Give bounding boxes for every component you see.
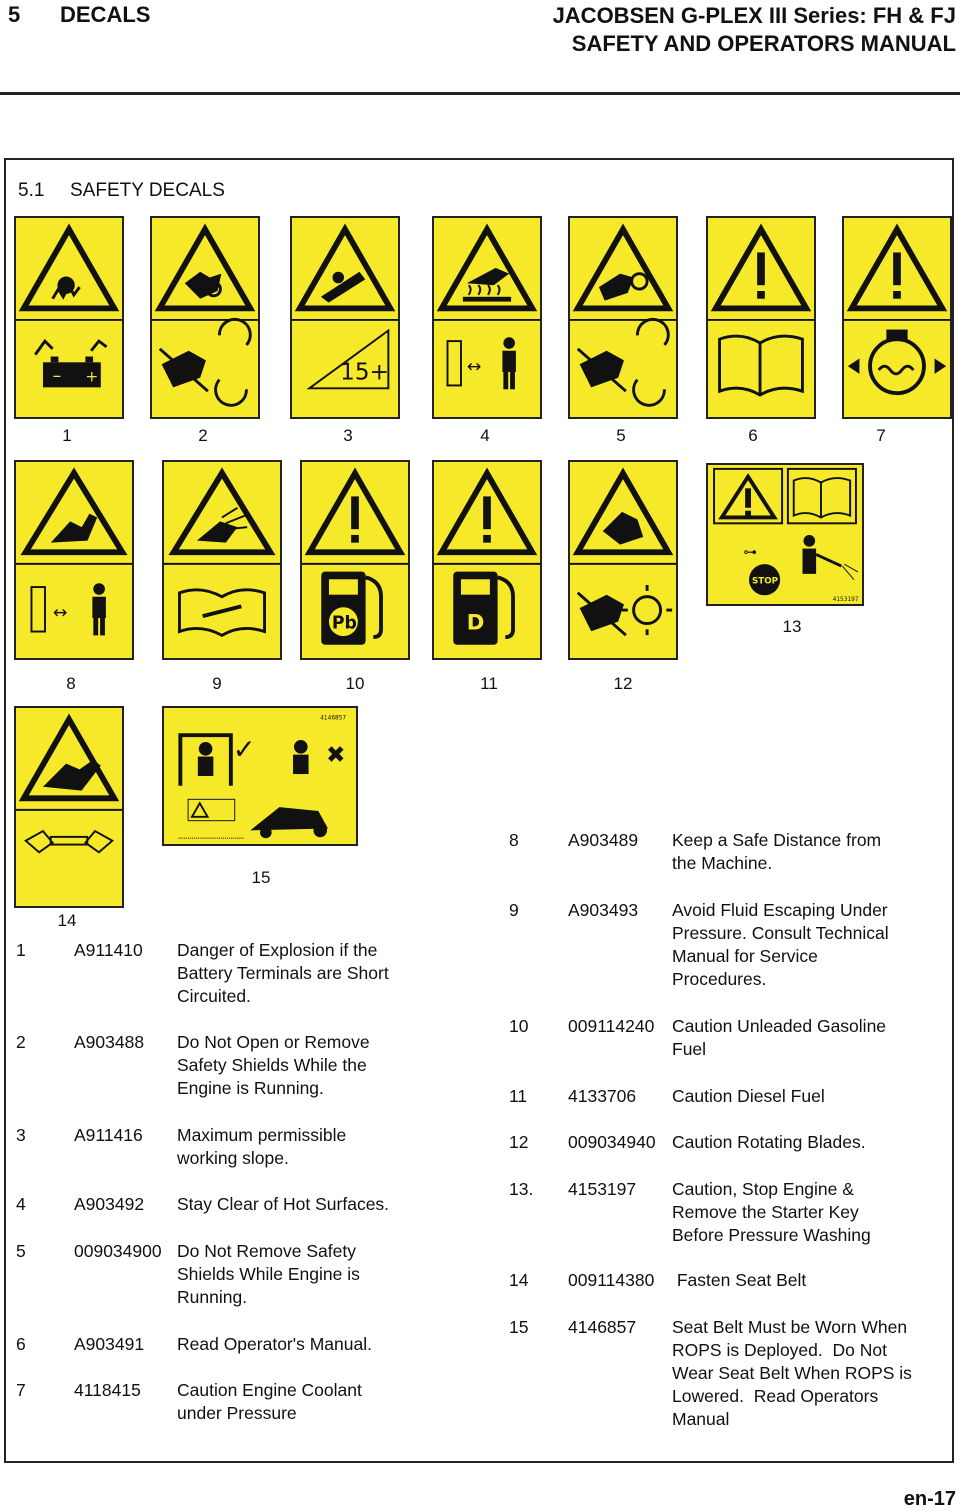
subsection-title (18, 180, 225, 202)
decal-4-hot-surface (432, 216, 542, 419)
decal-number: 13. (509, 1179, 534, 1199)
decal-label-15: 15 (251, 868, 271, 887)
decal-3-slope (290, 216, 400, 419)
decal-number: 1 (16, 940, 26, 960)
decal-description-line: Seat Belt Must be Worn When (672, 1317, 908, 1337)
decal-label-12: 12 (613, 674, 633, 693)
decal-description-line: Wear Seat Belt When ROPS is (672, 1363, 912, 1383)
check-icon: ✓ (232, 734, 256, 766)
warning-icon (483, 496, 491, 529)
subsection-number: 5.1 (18, 180, 45, 201)
decal-description-line: Pressure. Consult Technical (672, 923, 889, 943)
decal-description (672, 1131, 866, 1154)
blade-icon (634, 597, 661, 624)
decal-description (672, 899, 889, 991)
decal-description (672, 1178, 871, 1247)
decal-description-line: under Pressure (177, 1403, 297, 1423)
decal-1-battery (14, 216, 124, 419)
warning-icon (893, 252, 901, 285)
decal-description-line: Manual (672, 1409, 730, 1429)
decal-description (177, 1031, 370, 1100)
decal-description-line: Manual for Service (672, 946, 818, 966)
decal-description-line: Remove the Starter Key (672, 1202, 859, 1222)
decal-description-line: working slope. (177, 1148, 289, 1168)
washer-person-icon (803, 535, 815, 547)
decal-part-code: 4133706 (568, 1086, 637, 1106)
person-icon (503, 337, 515, 349)
header-left (8, 2, 150, 28)
decal-13-code: 4153197 (832, 597, 859, 604)
title-line-2: SAFETY AND OPERATORS MANUAL (571, 31, 956, 56)
decal-part-code: A903488 (74, 1032, 145, 1052)
decal-8-safe-distance (14, 460, 134, 660)
stop-label: STOP (751, 576, 779, 587)
decal-12-blades (568, 460, 678, 660)
decal-part-code: A911410 (74, 940, 143, 960)
decal-number: 4 (16, 1194, 26, 1214)
decal-11-diesel (432, 460, 542, 660)
decal-label-6: 6 (748, 426, 758, 445)
decal-description-line: Running. (177, 1287, 248, 1307)
decal-15-rops (162, 706, 358, 846)
decal-label-4: 4 (480, 426, 490, 445)
decal-description-line: Circuited. (177, 986, 251, 1006)
decal-13-pressure-wash (706, 463, 864, 606)
decal-description (177, 1193, 389, 1216)
decal-description (177, 1333, 372, 1356)
decal-description (672, 1015, 886, 1061)
decal-description (177, 1240, 360, 1309)
decal-description-line: Engine is Running. (177, 1078, 324, 1098)
svg-text:+: + (85, 367, 99, 386)
decal-description-line: Avoid Fluid Escaping Under (672, 900, 888, 920)
decal-description-line: Caution Diesel Fuel (672, 1086, 825, 1106)
decal-label-1: 1 (62, 426, 72, 445)
decal-part-code: A903491 (74, 1334, 145, 1354)
fuel-d-label: D (466, 609, 485, 635)
decal-description-line: Stay Clear of Hot Surfaces. (177, 1194, 390, 1214)
decal-description-line: Caution Unleaded Gasoline (672, 1016, 887, 1036)
decal-2-shield (150, 216, 260, 419)
decal-5-shield (568, 216, 678, 419)
decal-number: 8 (509, 830, 519, 850)
decal-description-line: Fuel (672, 1039, 707, 1059)
decal-label-8: 8 (66, 674, 76, 693)
decal-part-code: A903489 (568, 830, 639, 850)
cross-icon: ✖ (326, 741, 346, 769)
decal-part-code: 009034940 (568, 1132, 656, 1152)
decal-number: 10 (509, 1016, 529, 1036)
warning-icon (757, 252, 765, 285)
decal-description (672, 1316, 912, 1431)
section-name: DECALS (60, 2, 151, 27)
decal-description (177, 939, 389, 1008)
seated-person-icon (294, 740, 308, 754)
decal-part-code: 009114240 (568, 1016, 655, 1036)
fuel-pb-label: Pb (331, 613, 357, 634)
decal-number: 7 (16, 1380, 26, 1400)
decal-number: 11 (509, 1086, 528, 1106)
decal-description-line: Keep a Safe Distance from (672, 830, 882, 850)
decal-number: 9 (509, 900, 519, 920)
decal-15-code: 4146857 (320, 715, 347, 722)
title-line-1: JACOBSEN G-PLEX III Series: FH & FJ (552, 3, 956, 28)
coolant-tank-icon (870, 339, 924, 393)
decal-label-11: 11 (480, 674, 498, 693)
decal-number: 14 (509, 1270, 529, 1290)
decal-description-line: Safety Shields While the (177, 1055, 367, 1075)
subsection-name: SAFETY DECALS (70, 180, 225, 201)
slope-number: 15+ (340, 359, 389, 386)
decal-description-line: Caution Rotating Blades. (672, 1132, 866, 1152)
decal-description (177, 1379, 362, 1425)
double-arrow-icon: ↔ (466, 356, 482, 377)
decal-label-3: 3 (343, 426, 353, 445)
decal-label-7: 7 (876, 426, 886, 445)
decal-description-line: Caution, Stop Engine & (672, 1179, 854, 1199)
decal-description-line: Battery Terminals are Short (177, 963, 389, 983)
decal-part-code: A911416 (74, 1125, 143, 1145)
decal-number: 3 (16, 1125, 26, 1145)
decal-part-code: 009034900 (74, 1241, 162, 1261)
decal-label-10: 10 (345, 674, 365, 693)
decal-14-seat-belt (14, 706, 124, 908)
decal-part-code: 009114380 (568, 1270, 655, 1290)
decal-part-code: 4153197 (568, 1179, 637, 1199)
decal-part-code: A903493 (568, 900, 639, 920)
decal-label-5: 5 (616, 426, 626, 445)
decal-description-line: Do Not Open or Remove (177, 1032, 370, 1052)
decal-description-line: Before Pressure Washing (672, 1225, 871, 1245)
decal-label-13: 13 (782, 617, 802, 636)
decal-part-code: A903492 (74, 1194, 145, 1214)
decal-number: 2 (16, 1032, 26, 1052)
decal-number: 5 (16, 1241, 26, 1261)
person-icon (93, 583, 105, 595)
header-rule (0, 92, 960, 95)
decal-7-coolant (842, 216, 952, 419)
decal-part-code: 4146857 (568, 1317, 637, 1337)
decal-description-line: Shields While Engine is (177, 1264, 360, 1284)
decal-label-14: 14 (57, 911, 77, 930)
decal-label-9: 9 (212, 674, 222, 693)
decal-description-line: the Machine. (672, 853, 773, 873)
decal-description (672, 1085, 825, 1108)
decal-number: 6 (16, 1334, 26, 1354)
belt-buckle-icon (26, 831, 113, 852)
decal-description (672, 1269, 806, 1292)
decal-label-2: 2 (198, 426, 208, 445)
decal-description-line: Danger of Explosion if the (177, 940, 378, 960)
decal-10-gasoline (300, 460, 410, 660)
decal-number: 12 (509, 1132, 529, 1152)
header-title (553, 2, 956, 58)
decal-description-line: Caution Engine Coolant (177, 1380, 362, 1400)
decal-description-line: ROPS is Deployed. Do Not (672, 1340, 887, 1360)
decal-description-line: Fasten Seat Belt (672, 1270, 807, 1290)
key-icon: ⊶ (743, 544, 757, 561)
decal-part-code: 4118415 (74, 1380, 141, 1400)
decal-description-line: Maximum permissible (177, 1125, 347, 1145)
decal-number: 15 (509, 1317, 529, 1337)
decal-9-fluid (162, 460, 282, 660)
double-arrow-icon: ↔ (52, 603, 68, 623)
decal-description-line: Lowered. Read Operators (672, 1386, 879, 1406)
svg-text:–: – (52, 366, 62, 387)
decal-description (177, 1124, 346, 1170)
warning-icon (351, 496, 359, 529)
decal-description (672, 829, 881, 875)
decal-description-line: Do Not Remove Safety (177, 1241, 356, 1261)
page-number: en-17 (903, 1488, 956, 1510)
decal-description-line: Procedures. (672, 969, 767, 989)
decal-6-manual (706, 216, 816, 419)
section-number: 5 (8, 2, 21, 27)
decal-description-line: Read Operator's Manual. (177, 1334, 372, 1354)
